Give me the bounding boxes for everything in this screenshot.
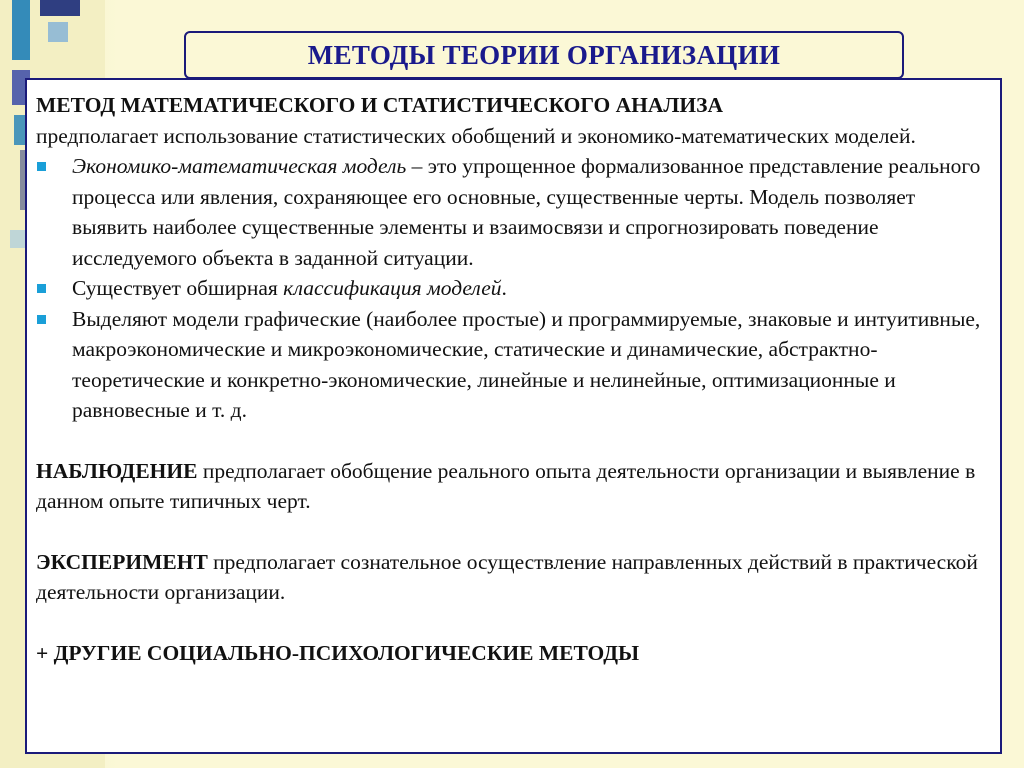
bullet-text: Существует обширная <box>72 276 284 300</box>
spacer <box>36 608 988 638</box>
page-title: МЕТОДЫ ТЕОРИИ ОРГАНИЗАЦИИ <box>307 39 781 70</box>
title-box <box>184 31 904 79</box>
section-text-experiment: предполагает сознательное осуществление направленных действий в практической деятельности организации. <box>36 549 978 604</box>
bullet-text: Выделяют модели графические (наиболее простые) и программируемые, знаковые и интуитивные, макроэкономические и микроэкономические, статические и динамические, абстрактно-теоретические и конкретно-экономические, линейные и нелинейные, оптимизационные и равновесные и т. д. <box>72 306 981 422</box>
section-heading-math: МЕТОД МАТЕМАТИЧЕСКОГО И СТАТИСТИЧЕСКОГО АНАЛИЗА <box>36 93 724 117</box>
bullet-term: Экономико-математическая модель <box>72 154 407 178</box>
content-box <box>25 78 1002 754</box>
bullet-square-icon <box>37 284 46 293</box>
section-heading-experiment: ЭКСПЕРИМЕНТ <box>36 549 208 574</box>
section-text-math: предполагает использование статистических обобщений и экономико-математических моделей. <box>36 123 916 148</box>
bullet-list <box>36 151 988 426</box>
bullet-text-end: . <box>501 276 507 300</box>
spacer <box>36 517 988 547</box>
section-text-observation: предполагает обобщение реального опыта деятельности организации и выявление в данном опыте типичных черт. <box>36 458 976 513</box>
bullet-square-icon <box>37 162 46 171</box>
list-item <box>36 304 988 426</box>
section-experiment <box>36 547 988 608</box>
list-item <box>36 151 988 273</box>
footer-other-methods: + ДРУГИЕ СОЦИАЛЬНО-ПСИХОЛОГИЧЕСКИЕ МЕТОДЫ <box>36 640 640 665</box>
section-observation <box>36 456 988 517</box>
list-item <box>36 273 988 304</box>
bullet-text: – это упрощенное формализованное представление реального процесса или явления, сохраняющее его основные, существенные черты. Модель позволяет выявить наиболее существенные элементы и взаимосвязи и спрогнозировать поведение исследуемого объекта в заданной ситуации. <box>72 154 981 270</box>
section-heading-observation: НАБЛЮДЕНИЕ <box>36 458 198 483</box>
bullet-square-icon <box>37 315 46 324</box>
bullet-term: классификация моделей <box>283 276 502 300</box>
spacer <box>36 426 988 456</box>
